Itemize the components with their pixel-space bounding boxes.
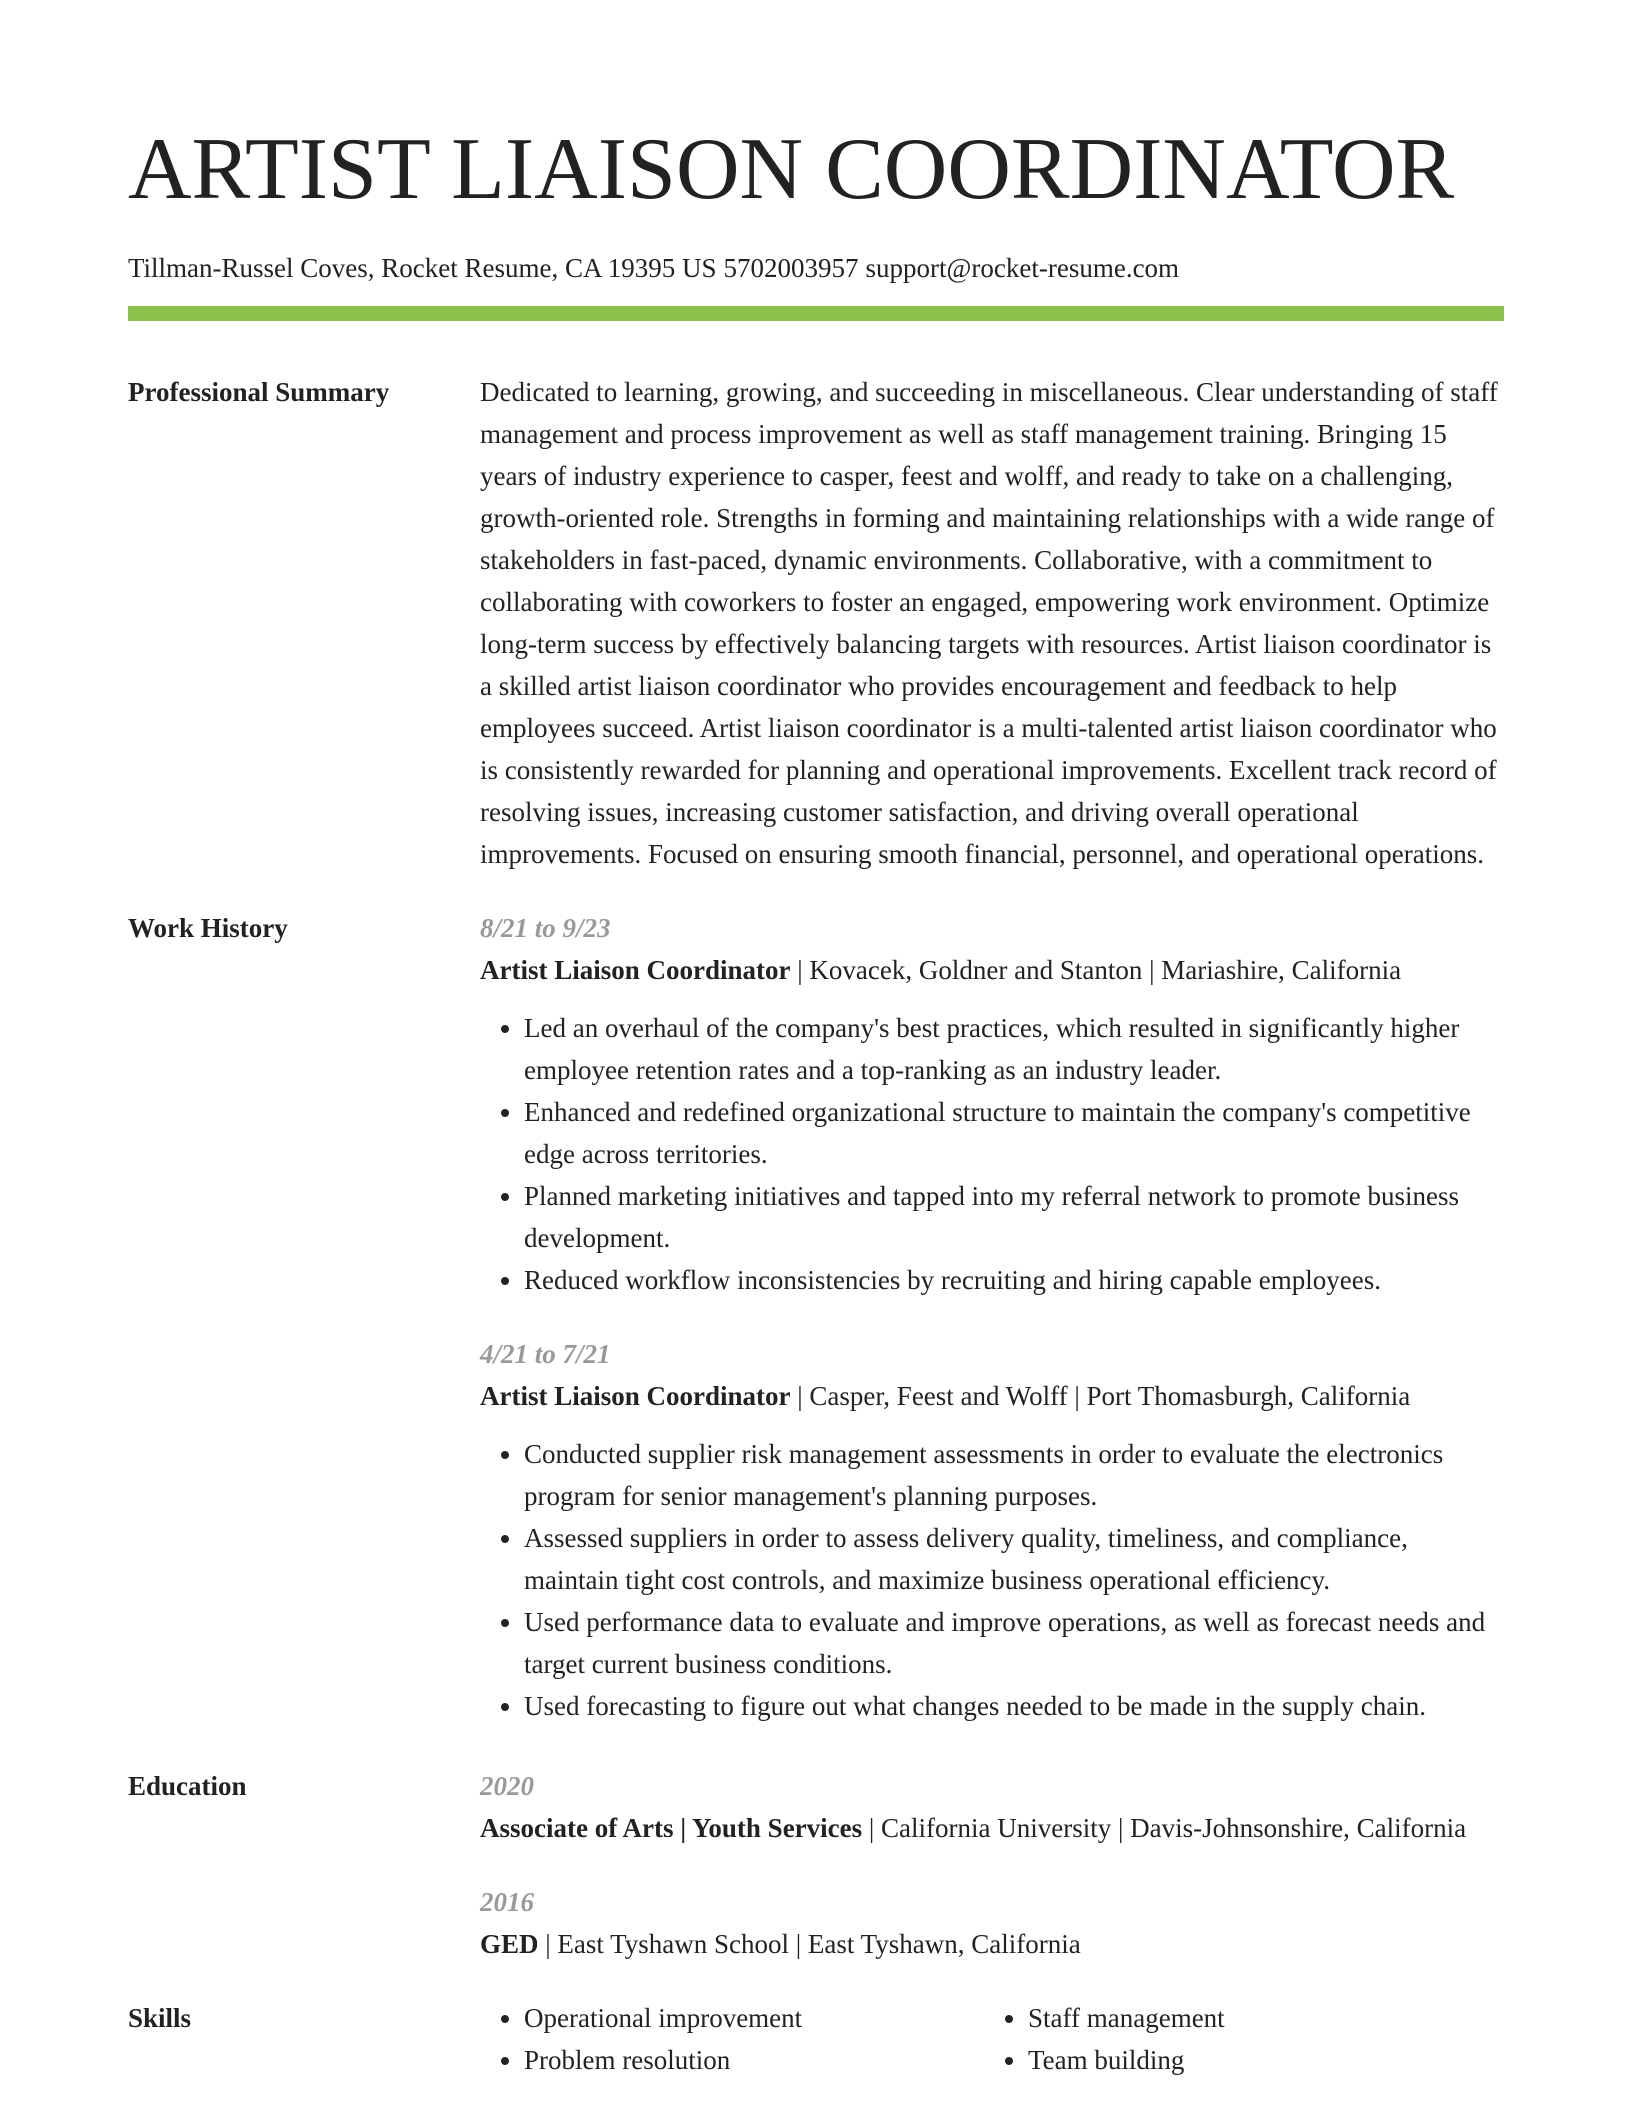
contact-line <box>128 248 1504 288</box>
list-item: • Problem resolution <box>524 2039 984 2081</box>
job-heading <box>480 949 1504 991</box>
skills-grid <box>480 1997 1504 2081</box>
education-details: | East Tyshawn School | East Tyshawn, California <box>538 1929 1081 1959</box>
list-item: • Planned marketing initiatives and tapped into my referral network to promote business development. <box>524 1175 1504 1259</box>
education-section <box>128 1765 1504 1965</box>
list-item: • Staff management <box>1028 1997 1488 2039</box>
job-entry-2 <box>480 1333 1504 1727</box>
resume-title: ARTIST LIAISON COORDINATOR <box>128 121 1455 218</box>
header-divider <box>128 306 1504 321</box>
resume-page <box>128 0 1504 2081</box>
summary-section <box>128 371 1504 875</box>
job-heading <box>480 1375 1504 1417</box>
job-details: | Casper, Feest and Wolff | Port Thomasburgh, California <box>790 1381 1411 1411</box>
summary-text: Dedicated to learning, growing, and succeeding in miscellaneous. Clear understanding of staff management and process improvement as well as staff management training. Bringing 15 years of industry experience to casper, feest and wolff, and ready to take on a challenging, growth-oriented role. Strengths in forming and maintaining relationships with a wide range of stakeholders in fast-paced, dynamic environments. Collaborative, with a commitment to collaborating with coworkers to foster an engaged, empowering work environment. Optimize long-term success by effectively balancing targets with resources. Artist liaison coordinator is a skilled artist liaison coordinator who provides encouragement and feedback to help employees succeed. Artist liaison coordinator is a multi-talented artist liaison coordinator who is consistently rewarded for planning and operational improvements. Excellent track record of resolving issues, increasing customer satisfaction, and driving overall operational improvements. Focused on ensuring smooth financial, personnel, and operational operations. <box>480 377 1498 869</box>
skills-section <box>128 1997 1504 2081</box>
list-item: • Reduced workflow inconsistencies by recruiting and hiring capable employees. <box>524 1259 1504 1301</box>
section-title-work-history: Work History <box>128 913 288 943</box>
job-bullets <box>480 1433 1504 1727</box>
work-history-section <box>128 907 1504 1727</box>
list-item: • Led an overhaul of the company's best practices, which resulted in significantly higher employee retention rates and a top-ranking as an industry leader. <box>524 1007 1504 1091</box>
education-year: 2020 <box>480 1771 534 1801</box>
skills-column-left <box>480 1997 984 2081</box>
contact-address: Tillman-Russel Coves, Rocket Resume, CA 19395 US <box>128 253 717 283</box>
job-dates: 8/21 to 9/23 <box>480 913 611 943</box>
education-heading <box>480 1923 1504 1965</box>
job-dates: 4/21 to 7/21 <box>480 1339 611 1369</box>
section-title-skills: Skills <box>128 2003 192 2033</box>
education-entry-1 <box>480 1765 1504 1849</box>
job-entry-1 <box>480 907 1504 1301</box>
job-role: Artist Liaison Coordinator <box>480 1381 791 1411</box>
list-item: • Team building <box>1028 2039 1488 2081</box>
list-item: • Operational improvement <box>524 1997 984 2039</box>
education-heading <box>480 1807 1504 1849</box>
contact-phone: 5702003957 <box>723 253 859 283</box>
list-item: • Enhanced and redefined organizational structure to maintain the company's competitive edge across territories. <box>524 1091 1504 1175</box>
contact-email: support@rocket-resume.com <box>865 253 1180 283</box>
job-bullets <box>480 1007 1504 1301</box>
education-degree: Associate of Arts | Youth Services <box>480 1813 863 1843</box>
skills-column-right <box>984 1997 1488 2081</box>
education-entry-2 <box>480 1881 1504 1965</box>
job-role: Artist Liaison Coordinator <box>480 955 791 985</box>
section-title-education: Education <box>128 1771 247 1801</box>
education-details: | California University | Davis-Johnsonshire, California <box>862 1813 1467 1843</box>
education-year: 2016 <box>480 1887 534 1917</box>
list-item: • Conducted supplier risk management assessments in order to evaluate the electronics program for senior management's planning purposes. <box>524 1433 1504 1517</box>
list-item: • Used forecasting to figure out what changes needed to be made in the supply chain. <box>524 1685 1504 1727</box>
list-item: • Assessed suppliers in order to assess delivery quality, timeliness, and compliance, maintain tight cost controls, and maximize business operational efficiency. <box>524 1517 1504 1601</box>
list-item: • Used performance data to evaluate and improve operations, as well as forecast needs and target current business conditions. <box>524 1601 1504 1685</box>
section-title-summary: Professional Summary <box>128 377 390 407</box>
job-details: | Kovacek, Goldner and Stanton | Mariashire, California <box>790 955 1402 985</box>
education-degree: GED <box>480 1929 539 1959</box>
